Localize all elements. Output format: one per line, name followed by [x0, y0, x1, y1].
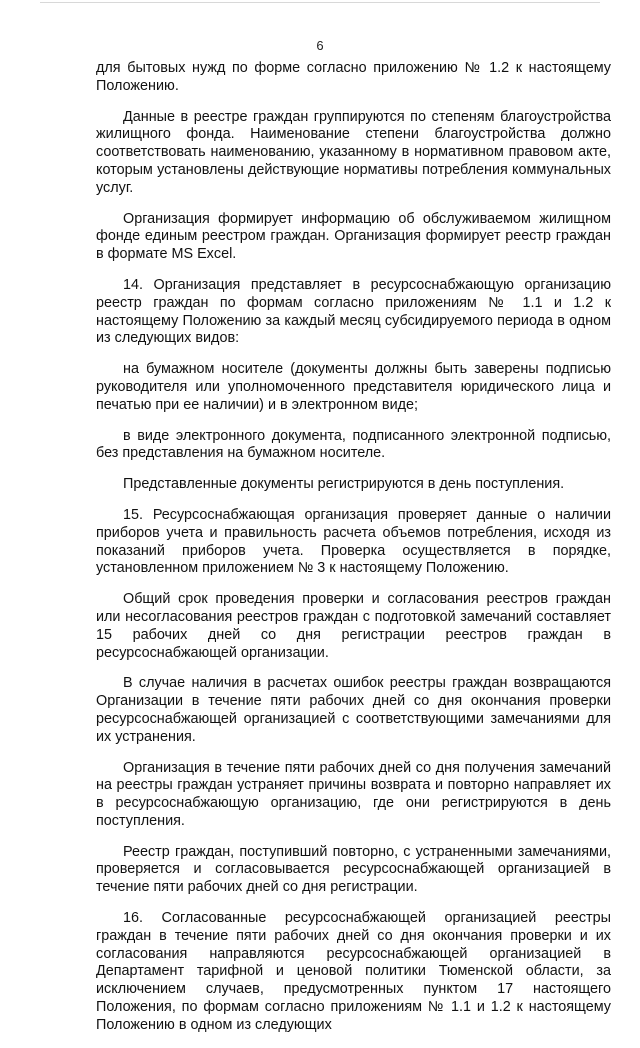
document-body: [96, 60, 611, 1048]
paragraph-clause-15: 15. Ресурсоснабжающая организация проверяет данные о наличии приборов учета и правильность расчета объемов потребления, исходя из показаний приборов учета. Проверка осуществляется в порядке, установленном приложением № 3 к настоящему Положению.: [96, 506, 611, 577]
scan-edge-line: [40, 2, 600, 3]
paragraph-paper-option: на бумажном носителе (документы должны быть заверены подписью руководителя или уполномоченного представителя юридического лица и печатью при ее наличии) и в электронном виде;: [96, 361, 611, 413]
paragraph-review-term: Общий срок проведения проверки и согласования реестров граждан или несогласования реестров граждан с подготовкой замечаний составляет 15 рабочих дней со дня регистрации реестров граждан в ресурсоснабжающей организации.: [96, 591, 611, 661]
paragraph-clause-16: 16. Согласованные ресурсоснабжающей организацией реестры граждан в течение пяти рабочих дней со дня окончания проверки и их согласования направляются ресурсоснабжающей организацией в Департамент тарифной и ценовой политики Тюменской области, за исключением случаев, предусмотренных пунктом 17 настоящего Положения, по формам согласно приложениям № 1.1 и 1.2 к настоящему Положению в одном из следующих: [96, 910, 611, 1033]
paragraph-clause-14: 14. Организация представляет в ресурсоснабжающую организацию реестр граждан по формам согласно приложениям № 1.1 и 1.2 к настоящему Положению за каждый месяц субсидируемого периода в одном из следующих видов:: [96, 276, 611, 347]
paragraph-resubmission: Организация в течение пяти рабочих дней со дня получения замечаний на реестры граждан устраняет причины возврата и повторно направляет их в ресурсоснабжающую организацию, где они регистрируются в день поступления.: [96, 759, 611, 829]
paragraph-registry-grouping: Данные в реестре граждан группируются по степеням благоустройства жилищного фонда. Наименование степени благоустройства должно соответствовать наименованию, указанному в нормативном правовом акте, которым установлены действующие нормативы потребления коммунальных услуг.: [96, 108, 611, 196]
paragraph-electronic-option: в виде электронного документа, подписанного электронной подписью, без представления на бумажном носителе.: [96, 427, 611, 462]
paragraph-continuation: для бытовых нужд по форме согласно приложению № 1.2 к настоящему Положению.: [96, 60, 611, 94]
paragraph-registration: Представленные документы регистрируются в день поступления.: [123, 476, 565, 493]
page-number: 6: [316, 38, 324, 53]
paragraph-unified-registry: Организация формирует информацию об обслуживаемом жилищном фонде единым реестром граждан. Организация формирует реестр граждан в формате MS Excel.: [96, 210, 611, 263]
paragraph-repeat-review: Реестр граждан, поступивший повторно, с устраненными замечаниями, проверяется и согласовывается ресурсоснабжающей организацией в течение пяти рабочих дней со дня регистрации.: [96, 843, 611, 896]
paragraph-errors-return: В случае наличия в расчетах ошибок реестры граждан возвращаются Организации в течение пяти рабочих дней со дня окончания проверки ресурсоснабжающей организацией с соответствующими замечаниями для их устранения.: [96, 675, 611, 745]
